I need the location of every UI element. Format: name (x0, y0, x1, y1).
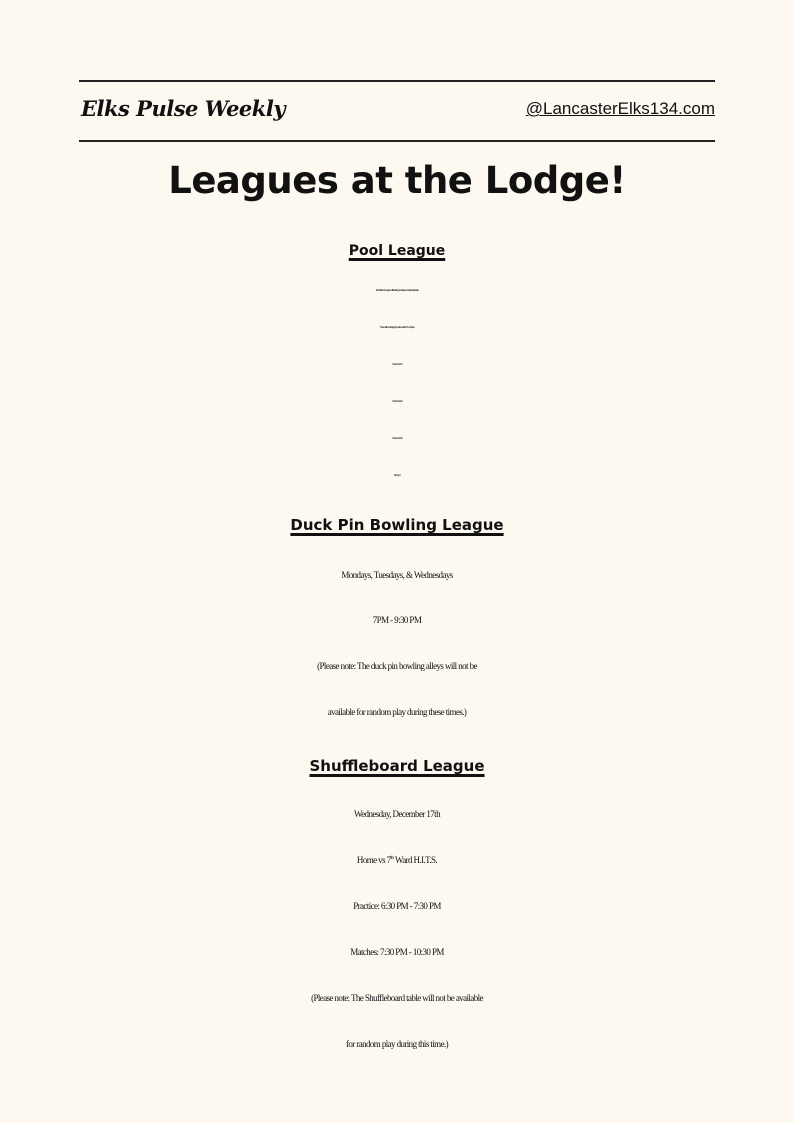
pool-intro-line-2: There will be no league play on the next four Mondays: (379, 325, 415, 329)
pool-date: December 15 (392, 362, 403, 366)
page-title: Leagues at the Lodge! (168, 159, 626, 202)
masthead (79, 80, 715, 142)
duckpin-time: 7PM - 9:30 PM (372, 615, 422, 625)
pool-date: January 5 (394, 473, 401, 477)
pool-date-item: • December 29 (391, 436, 403, 440)
pool-date-item: • January 5 (393, 473, 401, 477)
duckpin-note-line-1: (Please note: The duck pin bowling alleys will not be (317, 661, 477, 671)
shuffleboard-note-line-2: for random play during this time.) (345, 1039, 449, 1049)
pool-intro-line-1: The Elks Pool League will be taking a mid-season and holiday break. (375, 288, 419, 292)
newsletter-brand: Elks Pulse Weekly (81, 96, 286, 121)
duckpin-league-heading: Duck Pin Bowling League (290, 516, 504, 534)
shuffleboard-matchup (0, 840, 794, 880)
shuffleboard-practice: Practice: 6:30 PM - 7:30 PM (353, 901, 441, 911)
shuffleboard-league-heading: Shuffleboard League (309, 757, 485, 775)
pool-date-item: • December 22 (391, 399, 403, 403)
shuffleboard-note-line-1: (Please note: The Shuffleboard table will not be available (311, 993, 483, 1003)
pool-date-item: • December 15 (391, 362, 403, 366)
pool-league-heading: Pool League (348, 243, 446, 259)
pool-date: December 29 (392, 436, 403, 440)
shuffleboard-date: Wednesday, December 17th (353, 809, 440, 819)
website-link[interactable]: @LancasterElks134.com (525, 99, 715, 118)
matchup-ordinal: th (390, 855, 394, 861)
duckpin-days: Mondays, Tuesdays, & Wednesdays (341, 570, 453, 580)
matchup-suffix: Ward H.I.T.S. (393, 855, 438, 865)
pool-date: December 22 (392, 399, 403, 403)
shuffleboard-matches: Matches: 7:30 PM - 10:30 PM (350, 947, 444, 957)
duckpin-note-line-2: available for random play during these times.) (327, 707, 467, 717)
matchup-prefix: Home vs 7 (356, 855, 391, 865)
